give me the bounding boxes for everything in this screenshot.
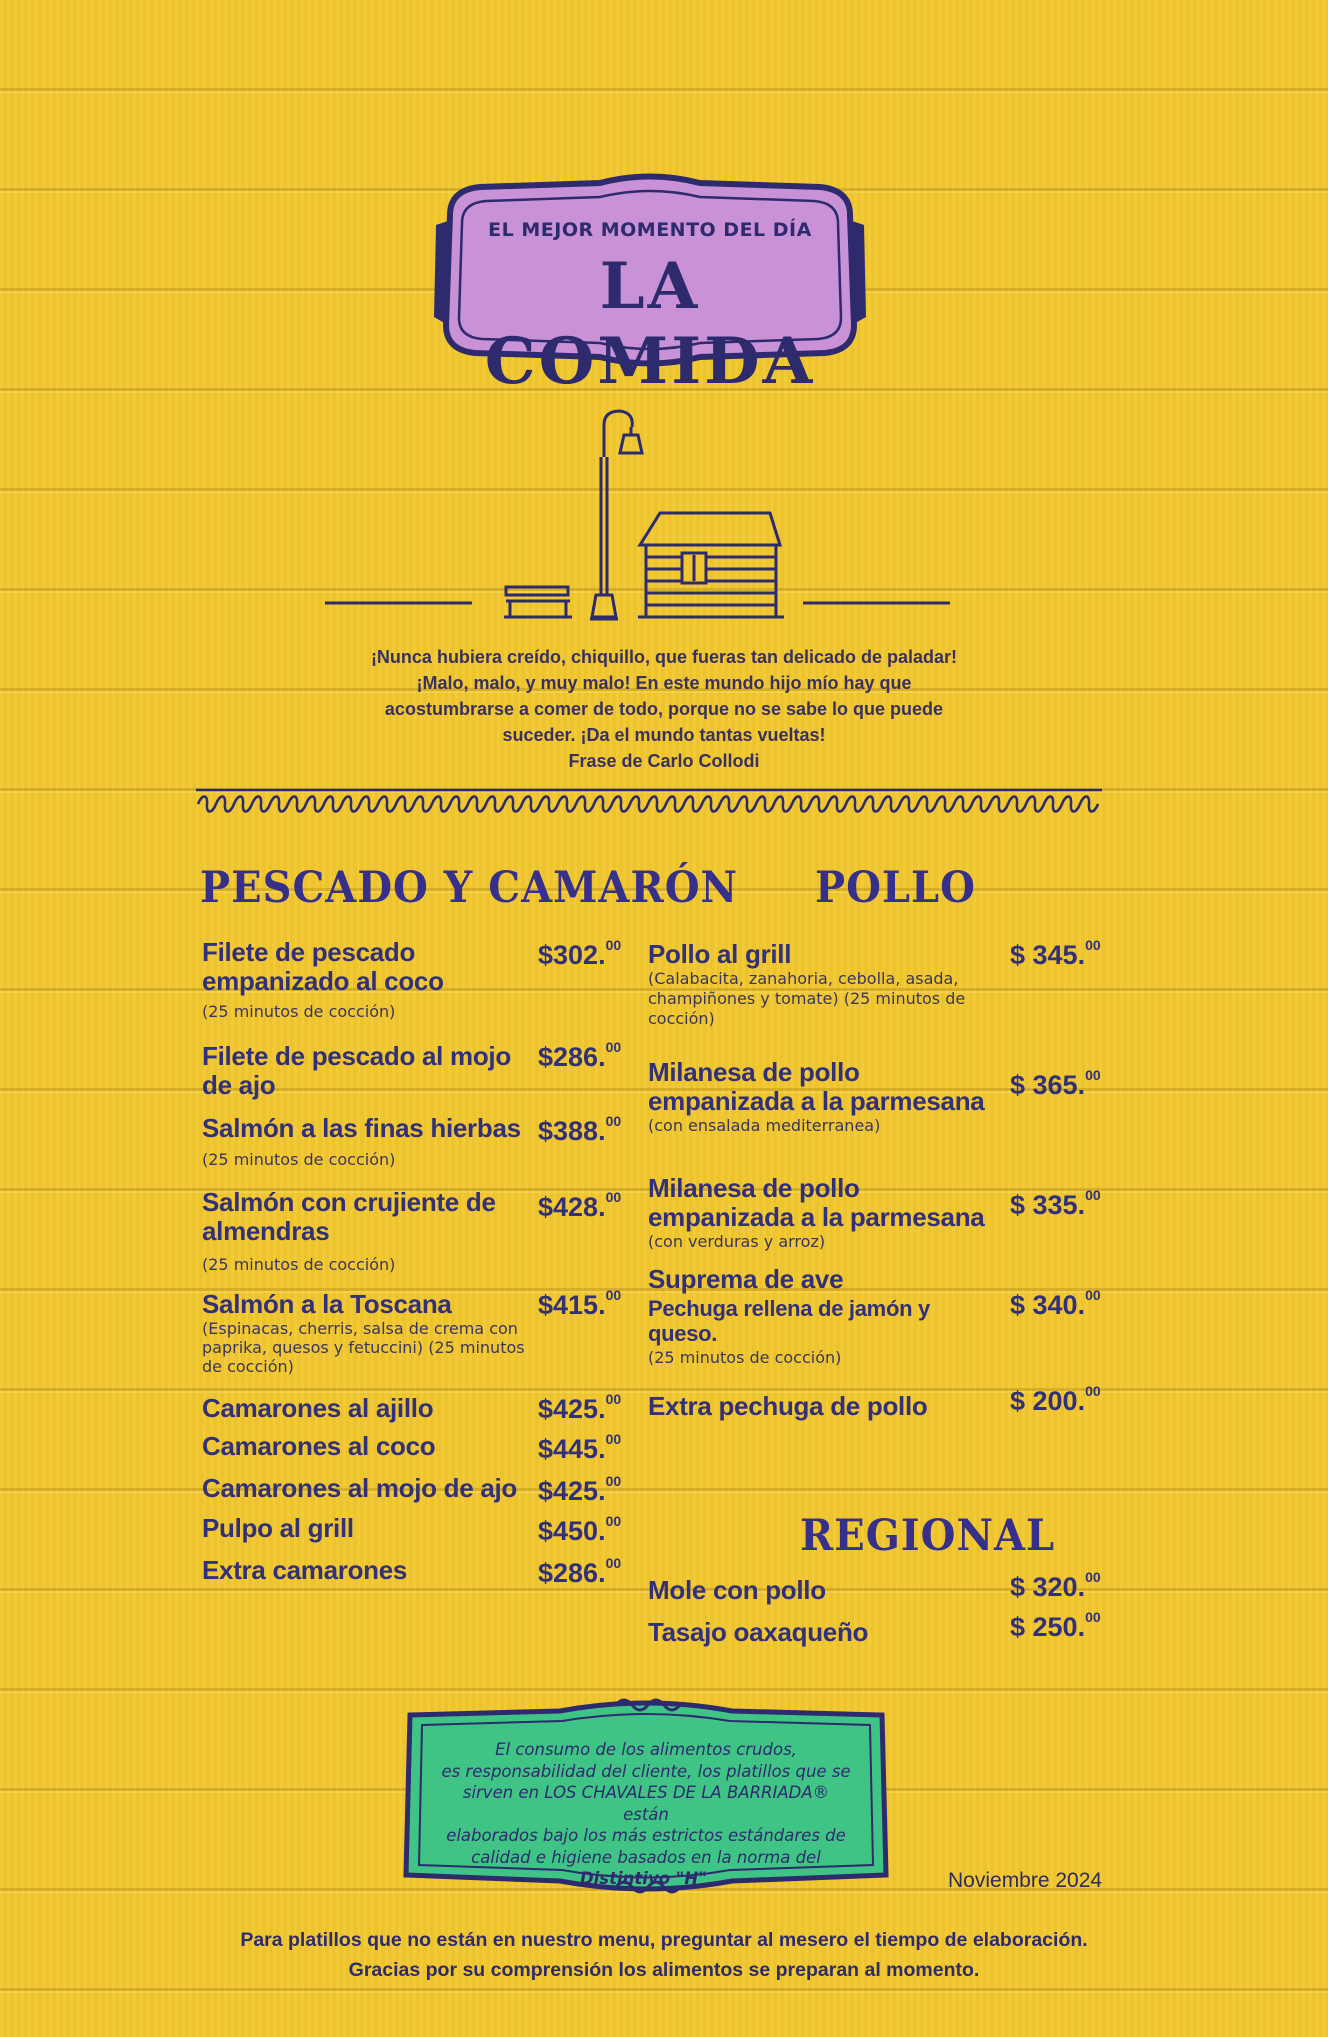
menu-item xyxy=(648,1174,1008,1251)
item-note: (25 minutos de cocción) xyxy=(648,1348,842,1367)
menu-item xyxy=(202,1556,532,1585)
section-heading-regional: REGIONAL xyxy=(800,1510,1056,1561)
item-name: Salmón a la Toscana xyxy=(202,1289,452,1319)
item-name: Mole con pollo xyxy=(648,1575,826,1605)
item-name: Filete de pescado al mojo de ajo xyxy=(202,1041,511,1100)
quote-line: ¡Nunca hubiera creído, chiquillo, que fueras tan delicado de paladar! xyxy=(370,647,958,667)
item-name: Filete de pescado empanizado al coco xyxy=(202,937,444,996)
item-price: $425.00 xyxy=(538,1473,622,1506)
ornamental-divider xyxy=(196,786,1102,816)
menu-item xyxy=(202,1514,532,1543)
item-price: $ 340.00 xyxy=(1010,1287,1101,1320)
footer-note xyxy=(150,1925,1178,1985)
bench-icon xyxy=(504,587,572,617)
menu-item xyxy=(648,1058,1008,1135)
item-price: $286.00 xyxy=(538,1039,622,1072)
item-name: Tasajo oaxaqueño xyxy=(648,1617,869,1647)
footer-line: Gracias por su comprensión los alimentos se preparan al momento. xyxy=(348,1959,980,1981)
item-note: (25 minutos de cocción) xyxy=(202,1255,396,1274)
menu-item xyxy=(648,1576,978,1605)
section-heading-pescado: PESCADO Y CAMARÓN xyxy=(200,862,739,913)
menu-item xyxy=(202,1290,532,1376)
item-name: Extra camarones xyxy=(202,1555,408,1585)
house-icon xyxy=(638,513,784,617)
item-name: Milanesa de pollo empanizada a la parmesana xyxy=(648,1173,985,1232)
item-price: $ 200.00 xyxy=(1010,1383,1101,1416)
item-price: $302.00 xyxy=(538,937,622,970)
item-name: Salmón con crujiente de almendras xyxy=(202,1187,496,1246)
item-name: Pulpo al grill xyxy=(202,1513,354,1543)
menu-item xyxy=(648,1265,978,1367)
section-heading-pollo: POLLO xyxy=(815,862,977,913)
notice-text xyxy=(440,1739,852,1890)
item-price: $428.00 xyxy=(538,1189,622,1222)
menu-item xyxy=(648,1392,978,1421)
notice-line: es responsabilidad del cliente, los platillos que se xyxy=(441,1761,851,1781)
header-subtitle: EL MEJOR MOMENTO DEL DÍA xyxy=(488,219,812,241)
item-subname: Pechuga rellena de jamón y queso. xyxy=(648,1296,930,1346)
item-name: Camarones al ajillo xyxy=(202,1393,434,1423)
notice-line: elaborados bajo los más estrictos estándares de xyxy=(446,1826,846,1845)
hygiene-notice-sign xyxy=(400,1685,892,1915)
item-price: $415.00 xyxy=(538,1287,622,1320)
item-price: $ 250.00 xyxy=(1010,1609,1101,1642)
item-note: (Calabacita, zanahoria, cebolla, asada, champiñones y tomate) (25 minutos de cocción) xyxy=(648,969,966,1028)
menu-item xyxy=(202,1432,532,1461)
item-name: Camarones al coco xyxy=(202,1431,436,1461)
item-price: $425.00 xyxy=(538,1391,622,1424)
quote-line: ¡Malo, malo, y muy malo! En este mundo hijo mío hay que xyxy=(416,673,912,693)
item-price: $445.00 xyxy=(538,1431,622,1464)
item-note: (25 minutos de cocción) xyxy=(202,1150,396,1169)
park-illustration xyxy=(320,405,960,630)
menu-item xyxy=(648,1618,978,1647)
distintivo-h: Distintivo "H" xyxy=(579,1869,707,1888)
menu-item xyxy=(202,1042,532,1100)
menu-item xyxy=(648,940,1008,1029)
menu-item xyxy=(202,1114,542,1169)
item-price: $450.00 xyxy=(538,1513,622,1546)
item-price: $286.00 xyxy=(538,1555,622,1588)
item-name: Salmón a las finas hierbas xyxy=(202,1113,521,1143)
item-name: Milanesa de pollo empanizada a la parmesana xyxy=(648,1057,985,1116)
item-price: $ 365.00 xyxy=(1010,1067,1101,1100)
menu-item xyxy=(202,1474,542,1503)
notice-line: Distintivo "H". xyxy=(579,1869,713,1888)
quote-line: suceder. ¡Da el mundo tantas vueltas! xyxy=(502,725,826,745)
quote-line: acostumbrarse a comer de todo, porque no se sabe lo que puede xyxy=(384,699,944,719)
item-price: $ 345.00 xyxy=(1010,937,1101,970)
quote-author: Frase de Carlo Collodi xyxy=(568,751,760,771)
item-note: (Espinacas, cherris, salsa de crema con paprika, quesos y fetuccini) (25 minutos de cocción) xyxy=(202,1319,525,1376)
item-note: (25 minutos de cocción) xyxy=(202,1002,396,1021)
menu-item xyxy=(202,1394,532,1423)
title-sign xyxy=(430,165,870,399)
page-title: LA COMIDA xyxy=(484,249,816,399)
menu-item xyxy=(202,1188,502,1274)
footer-line: Para platillos que no están en nuestro menu, preguntar al mesero el tiempo de elaboración. xyxy=(240,1929,1088,1951)
item-name: Pollo al grill xyxy=(648,939,792,969)
quote-block xyxy=(300,644,1028,774)
item-note: (con ensalada mediterranea) xyxy=(648,1116,881,1135)
notice-line: calidad e higiene basados en la norma del xyxy=(471,1847,821,1867)
notice-line: sirven en LOS CHAVALES DE LA BARRIADA® están xyxy=(462,1783,830,1824)
item-price: $ 335.00 xyxy=(1010,1187,1101,1220)
menu-item xyxy=(202,938,532,1021)
menu-date: Noviembre 2024 xyxy=(948,1869,1103,1892)
notice-line: El consumo de los alimentos crudos, xyxy=(495,1740,797,1759)
item-price: $ 320.00 xyxy=(1010,1569,1101,1602)
item-name: Camarones al mojo de ajo xyxy=(202,1473,518,1503)
item-note: (con verduras y arroz) xyxy=(648,1232,826,1251)
lamp-post-icon xyxy=(590,411,642,619)
item-name: Suprema de ave xyxy=(648,1264,844,1294)
item-price: $388.00 xyxy=(538,1113,622,1146)
item-name: Extra pechuga de pollo xyxy=(648,1391,928,1421)
